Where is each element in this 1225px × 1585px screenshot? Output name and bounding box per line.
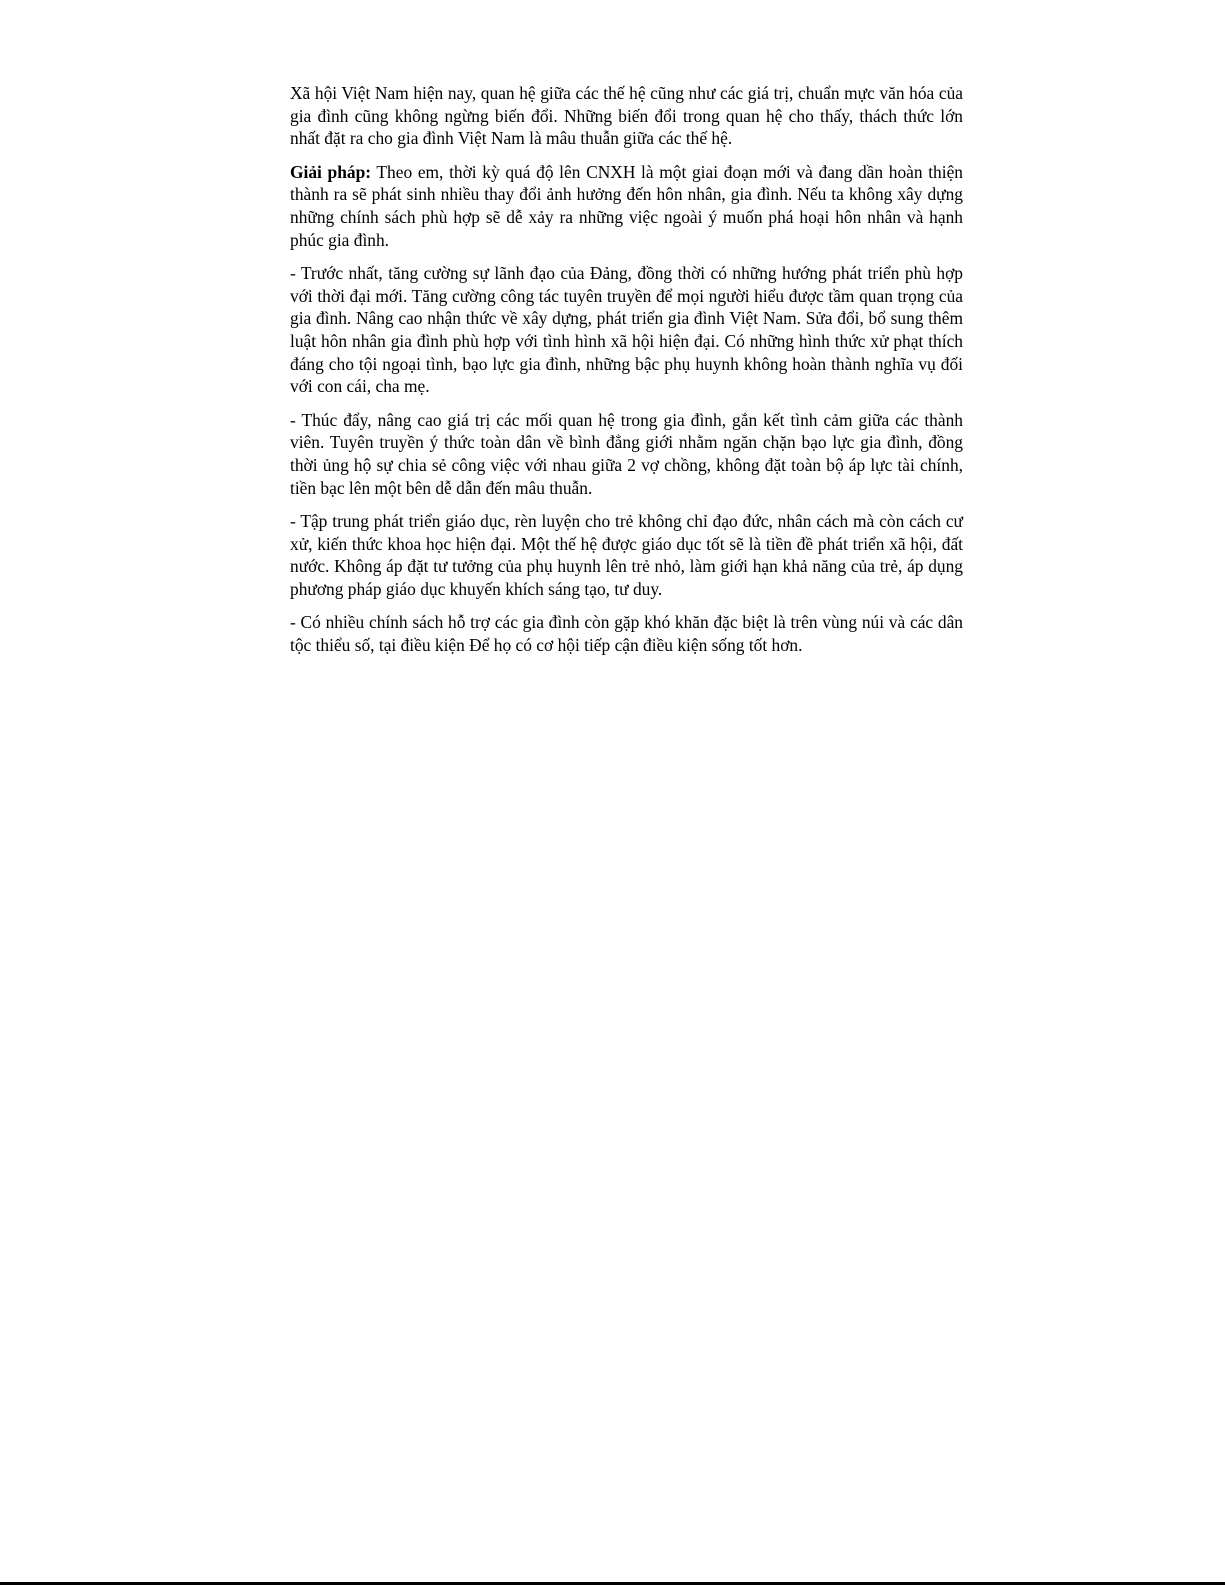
paragraph-intro: Xã hội Việt Nam hiện nay, quan hệ giữa các thế hệ cũng như các giá trị, chuẩn mực văn hóa của gia đình cũng không ngừng biến đổi. Những biến đổi trong quan hệ cho thấy, thách thức lớn nhất đặt ra cho gia đình Việt Nam là mâu thuẫn giữa các thế hệ. [290, 83, 963, 149]
document-body [290, 82, 963, 668]
paragraph-bullet-1: - Trước nhất, tăng cường sự lãnh đạo của Đảng, đồng thời có những hướng phát triển phù hợp với thời đại mới. Tăng cường công tác tuyên truyền để mọi người hiểu được tầm quan trọng của gia đình. Nâng cao nhận thức về xây dựng, phát triển gia đình Việt Nam. Sửa đổi, bổ sung thêm luật hôn nhân gia đình phù hợp với tình hình xã hội hiện đại. Có những hình thức xử phạt thích đáng cho tội ngoại tình, bạo lực gia đình, những bậc phụ huynh không hoàn thành nghĩa vụ đối với con cái, cha mẹ. [290, 263, 963, 397]
solution-text: Theo em, thời kỳ quá độ lên CNXH là một giai đoạn mới và đang dần hoàn thiện thành ra sẽ phát sinh nhiều thay đổi ảnh hưởng đến hôn nhân, gia đình. Nếu ta không xây dựng những chính sách phù hợp sẽ dễ xảy ra những việc ngoài ý muốn phá hoại hôn nhân và hạnh phúc gia đình. [290, 161, 963, 250]
solution-heading: Giải pháp: [290, 161, 372, 182]
paragraph-bullet-4: - Có nhiều chính sách hỗ trợ các gia đình còn gặp khó khăn đặc biệt là trên vùng núi và các dân tộc thiểu số, tại điều kiện Để họ có cơ hội tiếp cận điều kiện sống tốt hơn. [290, 612, 963, 656]
paragraph-bullet-2: - Thúc đẩy, nâng cao giá trị các mối quan hệ trong gia đình, gắn kết tình cảm giữa các thành viên. Tuyên truyền ý thức toàn dân về bình đẳng giới nhằm ngăn chặn bạo lực gia đình, đồng thời ủng hộ sự chia sẻ công việc với nhau giữa 2 vợ chồng, không đặt toàn bộ áp lực tài chính, tiền bạc lên một bên dễ dẫn đến mâu thuẫn. [290, 409, 963, 498]
paragraph-bullet-3: - Tập trung phát triển giáo dục, rèn luyện cho trẻ không chỉ đạo đức, nhân cách mà còn cách cư xử, kiến thức khoa học hiện đại. Một thế hệ được giáo dục tốt sẽ là tiền đề phát triển xã hội, đất nước. Không áp đặt tư tưởng của phụ huynh lên trẻ nhỏ, làm giới hạn khả năng của trẻ, áp dụng phương pháp giáo dục khuyến khích sáng tạo, tư duy. [290, 511, 963, 599]
paragraph-solution [290, 161, 963, 251]
